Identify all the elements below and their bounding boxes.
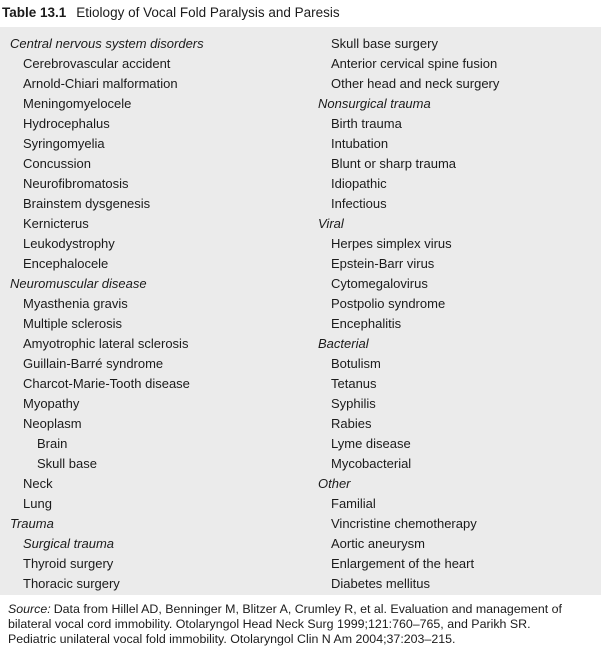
category-header: Nonsurgical trauma — [318, 96, 431, 111]
list-item: Birth trauma — [331, 116, 402, 131]
list-item: Encephalocele — [23, 256, 109, 271]
list-item: Charcot-Marie-Tooth disease — [23, 376, 190, 391]
list-item: Aortic aneurysm — [331, 536, 425, 551]
list-item: Meningomyelocele — [23, 96, 132, 111]
list-item: Postpolio syndrome — [331, 296, 446, 311]
list-item: Epstein-Barr virus — [331, 256, 435, 271]
category-header: Trauma — [10, 516, 54, 531]
table-caption: Etiology of Vocal Fold Paralysis and Paresis — [76, 5, 340, 20]
list-item: Anterior cervical spine fusion — [331, 56, 498, 71]
list-item: Myasthenia gravis — [23, 296, 128, 311]
category-header: Neuromuscular disease — [10, 276, 147, 291]
list-item: Myopathy — [23, 396, 80, 411]
list-item: Thoracic surgery — [23, 576, 120, 591]
table-title — [0, 0, 601, 27]
list-item: Cerebrovascular accident — [23, 56, 171, 71]
list-item: Herpes simplex virus — [331, 236, 452, 251]
list-item: Neck — [23, 476, 53, 491]
list-item: Amyotrophic lateral sclerosis — [23, 336, 189, 351]
list-item: Vincristine chemotherapy — [331, 516, 477, 531]
list-item: Hydrocephalus — [23, 116, 110, 131]
list-item: Cytomegalovirus — [331, 276, 428, 291]
list-item: Tetanus — [331, 376, 377, 391]
list-item: Lung — [23, 496, 52, 511]
list-item: Leukodystrophy — [23, 236, 115, 251]
list-item: Neoplasm — [23, 416, 82, 431]
list-item: Skull base surgery — [331, 36, 438, 51]
list-item: Arnold-Chiari malformation — [23, 76, 178, 91]
list-item: Familial — [331, 496, 376, 511]
right-column — [308, 34, 601, 595]
list-item: Enlargement of the heart — [331, 556, 475, 571]
list-item: Rabies — [331, 416, 372, 431]
list-item: Syringomyelia — [23, 136, 105, 151]
list-item: Mycobacterial — [331, 456, 412, 471]
etiology-table-panel — [0, 27, 601, 595]
table-number: Table 13.1 — [2, 5, 67, 20]
list-item: Infectious — [331, 196, 387, 211]
list-item: Diabetes mellitus — [331, 576, 430, 591]
left-column — [0, 34, 308, 595]
source-note — [0, 602, 601, 647]
list-item: Intubation — [331, 136, 389, 151]
list-item: Thyroid surgery — [23, 556, 114, 571]
list-item: Blunt or sharp trauma — [331, 156, 457, 171]
list-item: Brain — [37, 436, 68, 451]
source-line-1 — [8, 602, 601, 617]
list-item: Idiopathic — [331, 176, 387, 191]
list-item: Kernicterus — [23, 216, 89, 231]
source-line-2: bilateral vocal cord immobility. Otolaryngol Head Neck Surg 1999;121:760–765, and Parikh SR. — [8, 617, 531, 631]
category-header: Viral — [318, 216, 344, 231]
list-item: Other head and neck surgery — [331, 76, 500, 91]
list-item: Encephalitis — [331, 316, 402, 331]
list-item: Concussion — [23, 156, 91, 171]
list-item: Neurofibromatosis — [23, 176, 129, 191]
category-header: Central nervous system disorders — [10, 36, 204, 51]
list-item: Guillain-Barré syndrome — [23, 356, 164, 371]
list-item: Syphilis — [331, 396, 376, 411]
category-header: Other — [318, 476, 351, 491]
list-item: Skull base — [37, 456, 97, 471]
list-item: Multiple sclerosis — [23, 316, 122, 331]
source-text-1: Data from Hillel AD, Benninger M, Blitzer A, Crumley R, et al. Evaluation and management of — [53, 602, 562, 616]
source-label: Source: — [8, 602, 51, 616]
category-header: Bacterial — [318, 336, 369, 351]
list-item: Botulism — [331, 356, 381, 371]
list-item: Brainstem dysgenesis — [23, 196, 151, 211]
source-line-3: Pediatric unilateral vocal fold immobility. Otolaryngol Clin N Am 2004;37:203–215. — [8, 632, 456, 646]
category-header: Surgical trauma — [23, 536, 115, 551]
list-item: Lyme disease — [331, 436, 411, 451]
